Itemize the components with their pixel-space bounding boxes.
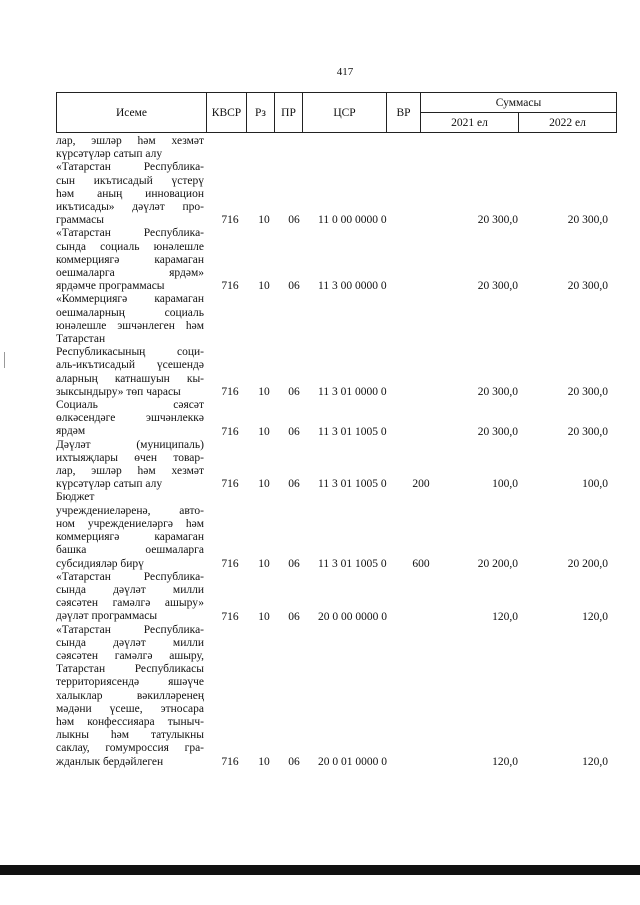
header-year-2021: 2021 ел [421,113,519,133]
row-name-line: субсидияләр бирү [56,557,144,570]
table-row [56,624,616,769]
row-name-line: жданлык бердәйлеген [56,755,164,768]
row-rz: 10 [258,610,270,623]
row-pr: 06 [288,280,300,293]
row-name-line: дәүләт программасы [56,610,158,623]
header-kvsr: КВСР [207,93,247,133]
row-pr: 06 [288,557,300,570]
row-name-line: оешмаларның социаль [56,306,204,319]
row-name-line: Татарстан Республикасы [56,663,204,676]
row-rz: 10 [258,214,270,227]
row-name-line: «Татарстан Республика- [56,570,204,583]
row-name-line: учреждениеләренә, авто- [56,504,204,517]
row-name-line: территориясендә яшәүче [56,676,204,689]
row-csr: 20 0 01 0000 0 [318,755,387,768]
row-name-line: «Татарстан Республика- [56,227,204,240]
row-name-line: юнәлешле эшчәнлеген һәм [56,319,204,332]
row-csr: 11 3 00 0000 0 [318,280,387,293]
row-name-line: «Коммерциягә карамаган [56,293,204,306]
row-rz: 10 [258,386,270,399]
row-name-line: мәдәни үсеше, этносара [56,702,204,715]
row-vr: 200 [412,478,430,491]
row-name-line: өлкәсендәге эшчәнлеккә [56,412,204,425]
row-name-line: граммасы [56,214,104,227]
row-csr: 11 0 00 0000 0 [318,214,387,227]
row-pr: 06 [288,755,300,768]
table-row [56,439,616,492]
row-kvsr: 716 [221,755,239,768]
row-name-line: Татарстан [56,333,106,346]
header-csr: ЦСР [303,93,387,133]
row-name [56,293,204,399]
row-rz: 10 [258,280,270,293]
row-name-line: Социаль сәясәт [56,399,204,412]
row-name-line: «Татарстан Республика- [56,623,204,636]
row-name-line: зыксындыру» төп чарасы [56,385,181,398]
row-name-line: күрсәтүләр сатып алу [56,478,163,491]
row-name-line: саклау, гомумроссия гра- [56,742,204,755]
row-csr: 11 3 01 1005 0 [318,557,387,570]
row-rz: 10 [258,425,270,438]
row-sum-2021: 120,0 [492,610,518,623]
row-rz: 10 [258,557,270,570]
row-sum-2022: 120,0 [582,755,608,768]
row-name-line: Бюджет [56,491,95,504]
row-name-line: һәм аның инновацион [56,187,204,200]
row-name-line: сында дәүләт милли [56,583,204,596]
row-sum-2022: 20 200,0 [567,557,608,570]
row-name-line: сәясәтен гамәлгә ашыру, [56,649,204,662]
table-row [56,161,616,227]
row-sum-2022: 20 300,0 [567,425,608,438]
row-sum-2022: 120,0 [582,610,608,623]
row-pr: 06 [288,386,300,399]
row-name-line: лар, эшләр һәм хезмәт [56,135,204,147]
row-name-line: аль-икътисадый үсешендә [56,359,204,372]
table-row [56,399,616,439]
row-name-line: лыкны һәм татулыкны [56,729,204,742]
row-sum-2021: 20 200,0 [477,557,518,570]
header-vr: ВР [387,93,421,133]
row-kvsr: 716 [221,478,239,491]
table-row [56,227,616,293]
row-name-line: лар, эшләр һәм хезмәт [56,465,204,478]
row-pr: 06 [288,214,300,227]
row-sum-2021: 120,0 [492,755,518,768]
row-sum-2022: 20 300,0 [567,214,608,227]
table-row [56,571,616,624]
row-name-line: күрсәтүләр сатып алу [56,148,163,161]
row-name-line: коммерциягә карамаган [56,531,204,544]
row-csr: 11 3 01 0000 0 [318,386,387,399]
row-sum-2021: 20 300,0 [477,214,518,227]
row-name-line: сәясәтен гамәлгә ашыру» [56,597,204,610]
header-year-2022: 2022 ел [519,113,617,133]
row-pr: 06 [288,610,300,623]
header-pr: ПР [275,93,303,133]
row-csr: 20 0 00 0000 0 [318,610,387,623]
row-name-line: коммерциягә карамаган [56,253,204,266]
row-name-line: һәм конфессияара тыныч- [56,715,204,728]
row-name-line: аларның катнашуын кы- [56,372,204,385]
row-name-line: Республикасының соци- [56,346,204,359]
row-sum-2022: 20 300,0 [567,386,608,399]
row-sum-2021: 100,0 [492,478,518,491]
row-name-line: ном учреждениеләргә һәм [56,517,204,530]
row-name-line: оешмаларга ярдәм» [56,267,204,280]
table-row [56,293,616,399]
row-csr: 11 3 01 1005 0 [318,425,387,438]
row-name-line: ярдәмче программасы [56,280,165,293]
row-name-line: икътисады» дәүләт про- [56,201,204,214]
row-name-line: башка оешмаларга [56,544,204,557]
page-number: 417 [336,66,354,78]
row-kvsr: 716 [221,214,239,227]
row-sum-2021: 20 300,0 [477,386,518,399]
header-sums: Суммасы [421,93,617,113]
table-header [56,92,617,133]
row-name-line: ярдәм [56,425,86,438]
row-name-line: «Татарстан Республика- [56,161,204,174]
row-vr: 600 [412,557,430,570]
row-name-line: халыклар вәкилләренең [56,689,204,702]
header-rz: Рз [247,93,275,133]
row-name-line: сында дәүләт милли [56,636,204,649]
row-pr: 06 [288,425,300,438]
row-kvsr: 716 [221,610,239,623]
margin-mark [4,352,5,368]
row-kvsr: 716 [221,557,239,570]
row-kvsr: 716 [221,425,239,438]
row-pr: 06 [288,478,300,491]
row-sum-2022: 100,0 [582,478,608,491]
row-name [56,624,204,769]
header-name: Исеме [57,93,207,133]
row-kvsr: 716 [221,386,239,399]
row-sum-2021: 20 300,0 [477,425,518,438]
row-kvsr: 716 [221,280,239,293]
table-row [56,491,616,570]
budget-rows [56,135,616,769]
row-sum-2022: 20 300,0 [567,280,608,293]
row-name-line: Дәүләт (муниципаль) [56,438,204,451]
table-row [56,135,616,161]
row-name-line: сын икътисадый үстерү [56,174,204,187]
row-sum-2021: 20 300,0 [477,280,518,293]
row-name-line: ихтыяҗлары өчен товар- [56,451,204,464]
row-name-line: сында социаль юнәлешле [56,240,204,253]
row-csr: 11 3 01 1005 0 [318,478,387,491]
row-rz: 10 [258,478,270,491]
row-rz: 10 [258,755,270,768]
scan-edge-bar [0,865,640,875]
